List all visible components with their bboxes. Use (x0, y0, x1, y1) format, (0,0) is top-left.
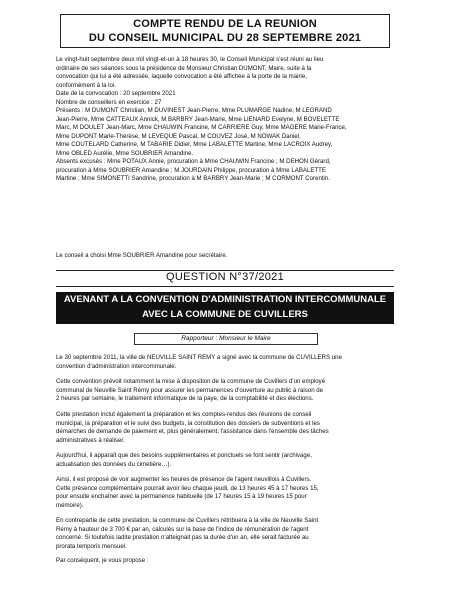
body-line: Par conséquent, je vous propose : (56, 557, 149, 564)
body-paragraph-4 (56, 452, 396, 469)
intro-line: Date de la convocation : 20 septembre 2021 (56, 90, 176, 97)
intro-line: conformément à la loi. (56, 81, 116, 89)
body-line: Cette convention prévoit notamment la mise à disposition de la commune de Cuvillers d'un employé (56, 378, 326, 385)
body-line: Ainsi, il est proposé de voir augmenter les heures de présence de l'agent neuvillois à Cuvillers. (56, 476, 312, 483)
intro-line: Le vingt-huit septembre deux mil vingt-et-un à 18 heures 30, le Conseil Municipal s'est réuni au lieu (56, 56, 324, 63)
body-line: concerné. Si toutefois ladite prestation n'atteignait pas la durée d'un an, elle serait facturée au (56, 534, 309, 541)
body-paragraph-1 (56, 354, 396, 371)
question-label: QUESTION N°37/2021 (165, 271, 284, 283)
intro-line: Mme DUPONT Marie-Thérèse, M LEVEQUE Pascal, M COUVEZ José, M NOWAK Daniel, (56, 132, 301, 140)
body-line: mémoire). (56, 501, 84, 509)
subject-line-1: AVENANT A LA CONVENTION D'ADMINISTRATION INTERCOMMUNALE (63, 294, 387, 305)
report-title-box (60, 14, 390, 48)
body-line: prorata temporis mensuel. (56, 542, 127, 550)
intro-line: convocation qui lui a été adressée, laquelle convocation a été affichée à la porte de la mairie, (56, 73, 307, 80)
intro-line: ordinaire de ses séances sous la présidence de Monsieur Christian DUMONT, Maire, suite à la (56, 64, 312, 72)
body-line: Le 30 septembre 2011, la ville de NEUVILLE SAINT REMY a signé avec la commune de CUVILLERS une (56, 354, 342, 361)
body-line: municipal, la préparation et le suivi des budgets, la constitution des dossiers de subventions et les (56, 419, 320, 427)
body-line: administratives à réaliser. (56, 436, 125, 444)
intro-line: Nombre de conseillers en exercice : 27 (56, 98, 162, 106)
body-line: démarches de demande de paiement et, plus généralement, l'assistance dans l'ensemble des tâches (56, 428, 329, 435)
intro-line: Mme OBLED Aurélie, Mme SOUBRIER Amandine. (56, 149, 194, 157)
intro-paragraph (56, 56, 396, 184)
subject-line-2: AVEC LA COMMUNE DE CUVILLERS (142, 309, 308, 320)
body-paragraph-5 (56, 476, 396, 510)
intro-line: Absents excusés : Mme POTAUX Annie, procuration à Mme CHAUWIN Francine ; M DEHON Gérard, (56, 158, 331, 165)
body-line: actualisation des données du cimetière…). (56, 460, 172, 468)
intro-line: Martine ; Mme SIMONETTI Sandrine, procuration à M BARBRY Jean-Marie ; M CORMONT Corentin. (56, 175, 330, 182)
body-line: En contrepartie de cette prestation, la commune de Cuvillers rétribuera à la ville de Neuville Saint (56, 517, 319, 524)
secretary-paragraph (56, 252, 396, 261)
body-line: Aujourd'hui, il apparaît que des besoins supplémentaires et ponctuels se font sentir (archivage, (56, 452, 312, 459)
report-title-line-2: DU CONSEIL MUNICIPAL DU 28 SEPTEMBRE 2021 (88, 32, 362, 44)
body-paragraph-6 (56, 517, 396, 551)
intro-line: Marc, M DOULET Jean-Marc, Mme CHAUWIN Francine, M CARRIERE Guy, Mme MAGERE Marie-France, (56, 124, 347, 131)
intro-line: Jean-Pierre, Mme CATTEAUX Annick, M BARBRY Jean-Marie, Mme LIENARD Evelyne, M BOVELETTE (56, 115, 340, 123)
body-line: 2 heures par semaine, le traitement informatique de la paye, de la comptabilité et des élections. (56, 395, 314, 402)
body-paragraph-7 (56, 557, 396, 566)
intro-line: Présents : M DUMONT Christian, M DUVINEST Jean-Pierre, Mme PLUMARGE Nadine, M LEGRAND (56, 107, 332, 114)
report-title-line-1: COMPTE RENDU DE LA REUNION (133, 18, 317, 30)
body-line: Rémy à hauteur de 3 700 € par an, calculés sur la base de l'indice de rémunération de l'agent (56, 525, 309, 533)
body-line: communal de Neuville Saint Rémy pour assurer les permanences d'ouverture au public à raison de (56, 386, 324, 394)
rapporteur-box: Rapporteur : Monsieur le Maire (134, 333, 318, 345)
body-paragraph-3 (56, 411, 396, 445)
body-line: convention d'administration intercommunale. (56, 362, 177, 370)
body-line: Cette présence complémentaire pourrait avoir lieu chaque jeudi, de 13 heures 45 à 17 heures 15, (56, 484, 319, 492)
secretary-line: Le conseil a choisi Mme SOUBRIER Amandine pour secrétaire. (56, 252, 228, 259)
body-line: Cette prestation inclut également la préparation et les comptes-rendus des réunions de conseil (56, 411, 312, 418)
body-paragraph-2 (56, 378, 396, 404)
intro-line: Mme COUTELARD Catherine, M TABARIE Didier, Mme LABALETTE Martine, Mme LACROIX Audrey, (56, 141, 333, 148)
question-subject-banner (56, 292, 394, 324)
body-line: pour ensuite enchaîner avec la permanence habituelle (de 17 heures 15 à 19 heures 15 pour (56, 493, 307, 500)
intro-line: procuration à Mme SOUBRIER Amandine ; M JOURDAIN Philippe, procuration à Mme LABALETTE (56, 166, 326, 174)
question-bottom-rule (56, 286, 394, 287)
